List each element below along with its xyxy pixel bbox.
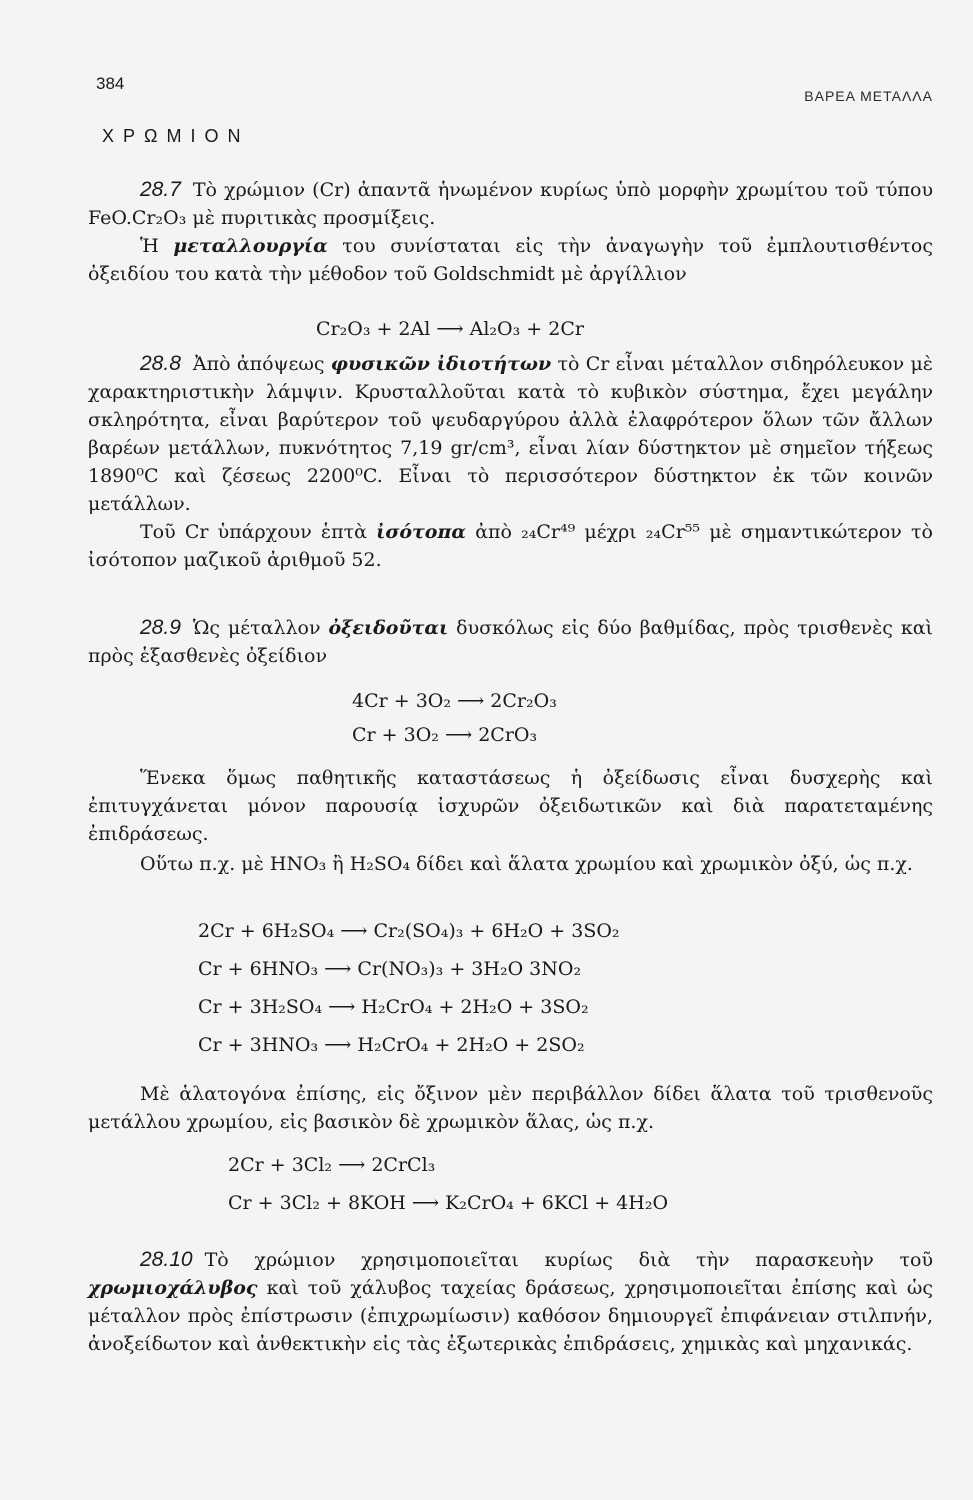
section-28-7-paragraph [88,176,933,232]
paragraph-lead: Τοῦ Cr ὑπάρχουν ἑπτὰ [140,521,367,543]
passivity-paragraph: Ἕνεκα ὅμως παθητικῆς καταστάσεως ἡ ὀξείδωσις εἶναι δυσχερὴς καὶ ἐπιτυγχάνεται μόνον παρουσίᾳ ἰσχυρῶν ὀξειδωτικῶν καὶ διὰ παρατεταμένης ἐπιδράσεως. [88,767,933,845]
equation-acid-1: 2Cr + 6H₂SO₄ ⟶ Cr₂(SO₄)₃ + 6H₂O + 3SO₂ [198,920,620,942]
paragraph-text: ἀπὸ ₂₄Cr⁴⁹ μέχρι ₂₄Cr⁵⁵ μὲ σημαντικώτερον τὸ ἰσότοπον μαζικοῦ ἀριθμοῦ 52. [88,521,933,571]
halogens-block [88,1080,933,1136]
physical-properties-paragraph [88,350,933,518]
metallurgy-paragraph [88,232,933,288]
section-28-7 [88,176,933,288]
term-oxidized: ὀξειδοῦται [328,617,449,639]
term-physical-properties: φυσικῶν ἰδιοτήτων [330,353,552,375]
equation-oxide-1: 4Cr + 3O₂ ⟶ 2Cr₂O₃ [352,690,557,712]
chapter-title: ΧΡΩΜΙΟΝ [102,126,250,146]
oxidation-paragraph [88,614,933,670]
section-28-8 [88,350,933,574]
equation-halogen-2: Cr + 3Cl₂ + 8KOH ⟶ K₂CrO₄ + 6KCl + 4H₂O [228,1192,669,1214]
term-chrome-steel: χρωμιοχάλυβος [88,1277,258,1299]
equation-halogen-1: 2Cr + 3Cl₂ ⟶ 2CrCl₃ [228,1154,436,1176]
equation-acid-2: Cr + 6HNO₃ ⟶ Cr(NO₃)₃ + 3H₂O 3NO₂ [198,958,582,980]
paragraph-lead: Ὡς μέταλλον [192,617,321,639]
equation-acid-4: Cr + 3HNO₃ ⟶ H₂CrO₄ + 2H₂O + 2SO₂ [198,1034,585,1056]
term-metallurgy: μεταλλουργία [173,235,328,257]
running-head: ΒΑΡΕΑ ΜΕΤΑΛΛΑ [804,88,933,104]
paragraph-text: καὶ τοῦ χάλυβος ταχείας δράσεως, χρησιμοποιεῖται ἐπίσης καὶ ὡς μέταλλον πρὸς ἐπίστρωσιν (ἐπιχρωμίωσιν) καθόσον δημιουργεῖ ἐπιφάνειαν στιλπνήν, ἀνοξείδωτον καὶ ἀνθεκτικὴν εἰς τὰς ἐξωτερικὰς ἐπιδράσεις, χημικὰς καὶ μηχανικάς. [88,1277,933,1355]
equation-goldschmidt: Cr₂O₃ + 2Al ⟶ Al₂O₃ + 2Cr [316,318,584,340]
isotopes-paragraph [88,518,933,574]
acids-block [88,850,933,878]
section-28-10 [88,1246,933,1358]
section-28-9 [88,614,933,670]
paragraph-lead: Ἀπὸ ἀπόψεως [192,353,325,375]
section-number: 28.7 [140,178,181,201]
page-number: 384 [96,74,125,93]
paragraph-text: δυσκόλως εἰς δύο βαθμίδας, πρὸς τρισθενὲς καὶ πρὸς ἑξασθενὲς ὀξείδιον [88,617,933,667]
paragraph-text: τὸ Cr εἶναι μέταλλον σιδηρόλευκον μὲ χαρακτηριστικὴν λάμψιν. Κρυσταλλοῦται κατὰ τὸ κυβικὸν σύστημα, ἔχει μεγάλην σκληρότητα, εἶναι βαρύτερον τοῦ ψευδαργύρου ἀλλὰ ἐλαφρότερον ὅλων τῶν ἄλλων βαρέων μετάλλων, πυκνότητος 7,19 gr/cm³, εἶναι λίαν δύστηκτον μὲ σημεῖον τήξεως 1890⁰C καὶ ζέσεως 2200⁰C. Εἶναι τὸ περισσότερον δύστηκτον ἐκ τῶν κοινῶν μετάλλων. [88,353,933,515]
section-number: 28.9 [140,616,181,639]
equation-oxide-2: Cr + 3O₂ ⟶ 2CrO₃ [352,724,538,746]
acids-paragraph: Οὕτω π.χ. μὲ HNO₃ ἢ H₂SO₄ δίδει καὶ ἅλατα χρωμίου καὶ χρωμικὸν ὀξύ, ὡς π.χ. [140,853,913,875]
uses-paragraph [88,1246,933,1358]
passivity-block [88,764,933,848]
section-number: 28.8 [140,352,181,375]
equation-acid-3: Cr + 3H₂SO₄ ⟶ H₂CrO₄ + 2H₂O + 3SO₂ [198,996,589,1018]
paragraph-text: Τὸ χρώμιον (Cr) ἀπαντᾶ ἡνωμένον κυρίως ὑπὸ μορφὴν χρωμίτου τοῦ τύπου FeO.Cr₂O₃ μὲ πυριτικὰς προσμίξεις. [88,179,933,229]
paragraph-lead: Ἡ [140,235,159,257]
halogens-paragraph: Μὲ ἁλατογόνα ἐπίσης, εἰς ὄξινον μὲν περιβάλλον δίδει ἅλατα τοῦ τρισθενοῦς μετάλλου χρωμίου, εἰς βασικὸν δὲ χρωμικὸν ἅλας, ὡς π.χ. [88,1083,933,1133]
paragraph-text: του συνίσταται εἰς τὴν ἀναγωγὴν τοῦ ἐμπλουτισθέντος ὀξειδίου του κατὰ τὴν μέθοδον τοῦ Goldschmidt μὲ ἀργίλλιον [88,235,933,285]
section-number: 28.10 [140,1248,193,1271]
paragraph-lead: Τὸ χρώμιον χρησιμοποιεῖται κυρίως διὰ τὴν παρασκευὴν τοῦ [204,1249,933,1271]
term-isotopes: ἰσότοπα [376,521,467,543]
